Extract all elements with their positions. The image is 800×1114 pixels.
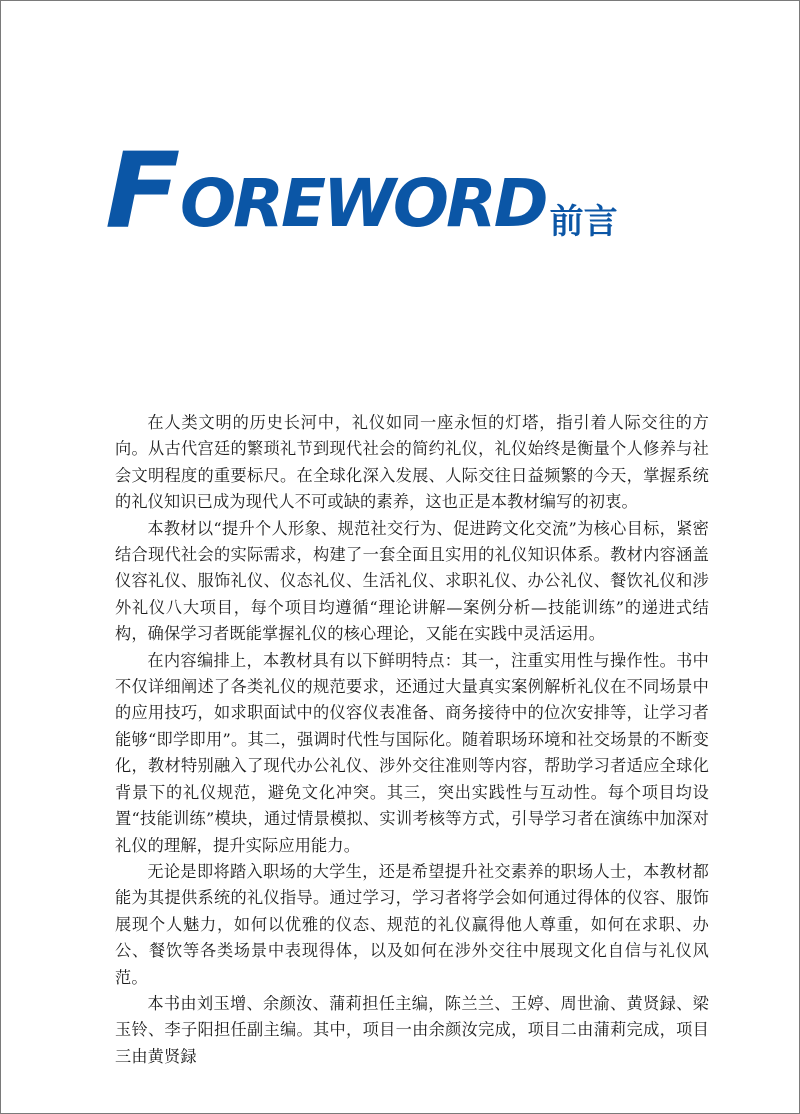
heading-chinese-title: 前言 [549,202,618,242]
paragraph-2: 本教材以“提升个人形象、规范社交行为、促进跨文化交流”为核心目标，紧密结合现代社会的实际需求，构建了一套全面且实用的礼仪知识体系。教材内容涵盖仪容礼仪、服饰礼仪、仪态礼仪、生活礼仪、求职礼仪、办公礼仪、餐饮礼仪和涉外礼仪八大项目，每个项目均遵循“理论讲解—案例分析—技能训练”的递进式结构，确保学习者既能掌握礼仪的核心理论，又能在实践中灵活运用。 [115,518,709,644]
paragraph-4: 无论是即将踏入职场的大学生，还是希望提升社交素养的职场人士，本教材都能为其提供系统的礼仪指导。通过学习，学习者将学会如何通过得体的仪容、服饰展现个人魅力，如何以优雅的仪态、规范的礼仪赢得他人尊重，如何在求职、办公、餐饮等各类场景中表现得体，以及如何在涉外交往中展现文化自信与礼仪风范。 [115,861,709,987]
foreword-heading [105,130,618,252]
foreword-body [115,410,709,1070]
paragraph-5: 本书由刘玉增、余颜汝、蒲莉担任主编，陈兰兰、王婷、周世渝、黄贤録、梁玉铃、李子阳担任副主编。其中，项目一由余颜汝完成，项目二由蒲莉完成，项目三由黄贤録 [115,993,709,1066]
heading-initial-letter: F [105,130,179,252]
paragraph-3: 在内容编排上，本教材具有以下鲜明特点：其一，注重实用性与操作性。书中不仅详细阐述了各类礼仪的规范要求，还通过大量真实案例解析礼仪在不同场景中的应用技巧，如求职面试中的仪容仪表准备、商务接待中的位次安排等，让学习者能够“即学即用”。其二，强调时代性与国际化。随着职场环境和社交场景的不断变化，教材特别融入了现代办公礼仪、涉外交往准则等内容，帮助学习者适应全球化背景下的礼仪规范，避免文化冲突。其三，突出实践性与互动性。每个项目均设置“技能训练”模块，通过情景模拟、实训考核等方式，引导学习者在演练中加深对礼仪的理解，提升实际应用能力。 [115,650,709,855]
heading-title-rest: OREWORD [180,165,546,242]
paragraph-1: 在人类文明的历史长河中，礼仪如同一座永恒的灯塔，指引着人际交往的方向。从古代宫廷的繁琐礼节到现代社会的简约礼仪，礼仪始终是衡量个人修养与社会文明程度的重要标尺。在全球化深入发展、人际交往日益频繁的今天，掌握系统的礼仪知识已成为现代人不可或缺的素养，这也正是本教材编写的初衷。 [115,413,709,512]
